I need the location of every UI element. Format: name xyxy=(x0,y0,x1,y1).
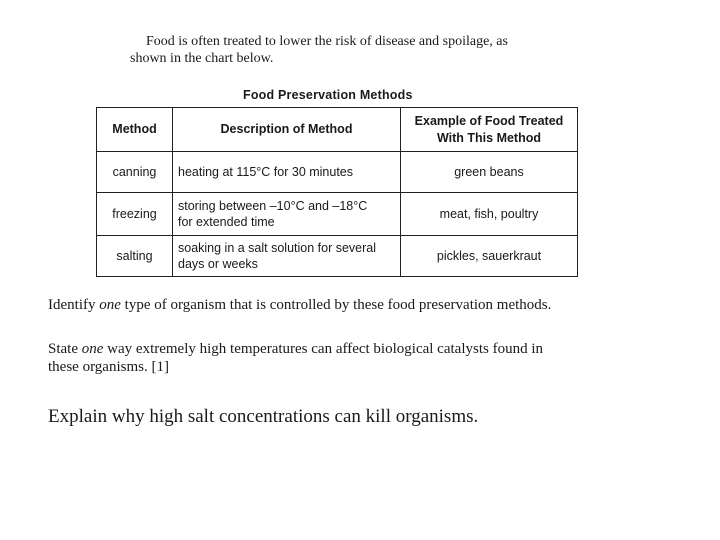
example-cell: green beans xyxy=(401,152,578,193)
q2-text-line-2: these organisms. [1] xyxy=(48,359,169,375)
description-line-1: storing between –10°C and –18°C xyxy=(178,199,368,213)
q2-emphasis: one xyxy=(81,341,104,357)
method-cell: canning xyxy=(97,152,173,193)
description-line-2: for extended time xyxy=(178,215,275,229)
table-row xyxy=(97,236,578,277)
q1-text-start: Identify xyxy=(48,297,100,313)
intro-line-2: shown in the chart below. xyxy=(130,51,274,66)
header-method: Method xyxy=(97,108,173,152)
q1-text-end: type of organism that is controlled by these food preservation methods. xyxy=(120,297,552,313)
example-cell: pickles, sauerkraut xyxy=(401,236,578,277)
intro-text xyxy=(130,33,580,67)
description-cell xyxy=(173,152,401,193)
question-1 xyxy=(48,297,648,314)
intro-line-1: Food is often treated to lower the risk of disease and spoilage, as xyxy=(146,34,508,49)
table-row xyxy=(97,152,578,193)
method-cell: freezing xyxy=(97,193,173,236)
description-line-1: heating at 115°C for 30 minutes xyxy=(178,165,354,179)
header-description: Description of Method xyxy=(173,108,401,152)
method-cell: salting xyxy=(97,236,173,277)
q1-emphasis: one xyxy=(99,297,121,313)
example-cell: meat, fish, poultry xyxy=(401,193,578,236)
food-preservation-table xyxy=(96,107,578,277)
description-line-2: days or weeks xyxy=(178,257,258,271)
question-3: Explain why high salt concentrations can kill organisms. xyxy=(48,406,479,427)
table-row xyxy=(97,193,578,236)
question-2 xyxy=(48,340,648,376)
description-cell xyxy=(173,236,401,277)
header-example xyxy=(401,108,578,152)
q2-text-line-1: way extremely high temperatures can affect biological catalysts found in xyxy=(103,341,543,357)
header-example-line-2: With This Method xyxy=(436,130,542,145)
q2-text-start: State xyxy=(48,341,82,357)
description-line-1: soaking in a salt solution for several xyxy=(178,241,377,255)
table-header-row xyxy=(97,108,578,152)
header-example-line-1: Example of Food Treated xyxy=(414,113,564,128)
table-title: Food Preservation Methods xyxy=(243,88,413,102)
description-cell xyxy=(173,193,401,236)
